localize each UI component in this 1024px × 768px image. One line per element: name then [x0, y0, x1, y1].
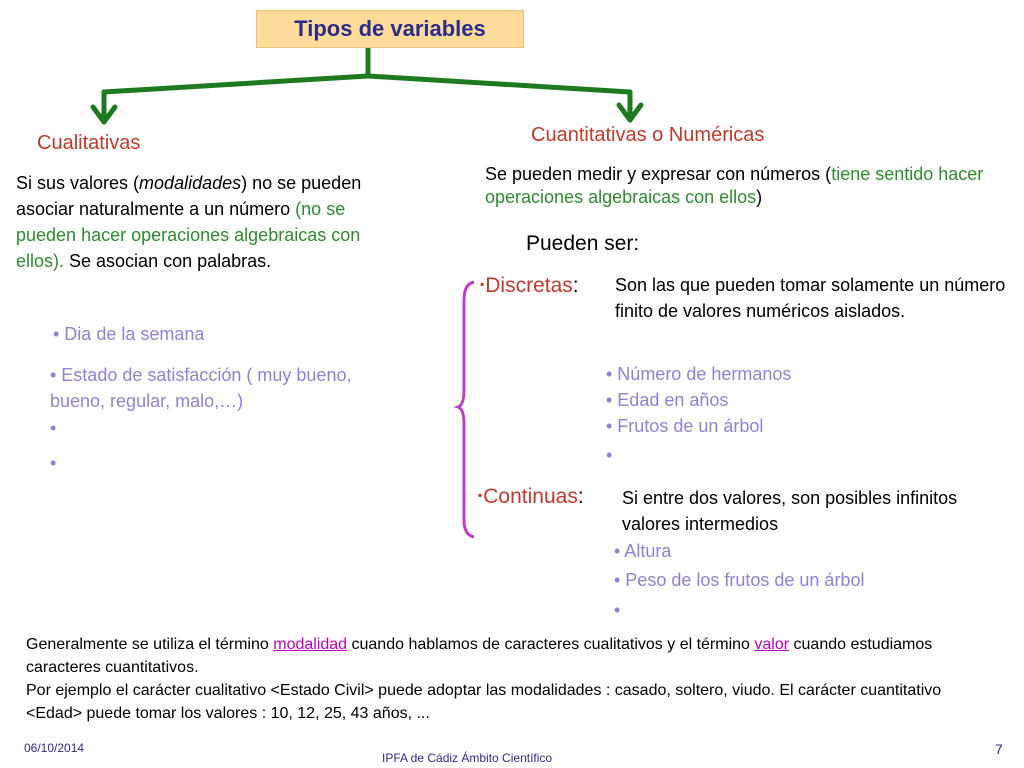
page-title: Tipos de variables — [256, 10, 524, 48]
discrete-example: • Edad en años — [606, 390, 729, 410]
discrete-label — [480, 274, 579, 298]
quantitative-heading: Cuantitativas o Numéricas — [531, 124, 765, 146]
quantitative-desc-green: tiene sentido hacer operaciones algebraicas con ellos — [485, 164, 984, 207]
note-text: cuando estudiamos caracteres cuantitativos. — [26, 636, 933, 676]
discrete-example: • — [606, 445, 613, 465]
quantitative-desc-pre: Se pueden medir y expresar con números ( — [485, 164, 832, 184]
note-paragraph-1 — [26, 633, 991, 679]
qualitative-desc-mid: ) no se pueden asociar naturalmente a un número — [16, 173, 362, 219]
explanatory-note — [26, 633, 991, 725]
continuous-colon: : — [577, 485, 584, 508]
note-text: cuando hablamos de caracteres cualitativos y el término — [347, 636, 755, 653]
qualitative-desc-pre: Si sus valores ( — [16, 173, 140, 193]
square-bullet-icon: ▪ — [478, 488, 483, 502]
discrete-colon: : — [572, 274, 579, 297]
qualitative-desc-post: Se asocian con palabras. — [64, 251, 272, 271]
square-bullet-icon: ▪ — [480, 277, 485, 291]
modalidad-link[interactable]: modalidad — [273, 636, 348, 653]
continuous-example: • — [614, 600, 621, 620]
valor-link[interactable]: valor — [754, 636, 790, 653]
qualitative-desc-italic: modalidades — [139, 173, 242, 193]
continuous-label-text: Continuas — [483, 485, 578, 508]
discrete-description: Son las que pueden tomar solamente un número finito de valores numéricos aislados. — [615, 275, 1006, 321]
arrow-branch-line — [104, 76, 368, 92]
continuous-label — [478, 485, 584, 509]
continuous-example: • Peso de los frutos de un árbol — [614, 570, 865, 590]
continuous-example: • Altura — [614, 541, 672, 561]
page-number: 7 — [995, 741, 1003, 757]
qualitative-description — [16, 170, 376, 274]
footer-date: 06/10/2014 — [24, 741, 85, 755]
qualitative-desc-green: (no se pueden hacer operaciones algebraicas con ellos). — [16, 199, 361, 271]
pueden-ser-label: Pueden ser: — [526, 232, 640, 255]
quantitative-description — [485, 163, 995, 209]
note-text: Generalmente se utiliza el término — [26, 636, 274, 653]
discrete-example: • Frutos de un árbol — [606, 416, 764, 436]
arrow-branch-line-right — [368, 76, 630, 92]
qualitative-heading: Cualitativas — [37, 132, 141, 154]
curly-brace — [458, 282, 474, 537]
quantitative-desc-post: ) — [756, 187, 763, 207]
qualitative-example: • — [50, 453, 57, 473]
qualitative-example: • Dia de la semana — [53, 324, 205, 344]
continuous-description: Si entre dos valores, son posibles infinitos valores intermedios — [622, 488, 958, 534]
qualitative-example: • Estado de satisfacción ( muy bueno, bueno, regular, malo,…) — [50, 365, 352, 411]
discrete-example: • Número de hermanos — [606, 364, 792, 384]
qualitative-example: • — [50, 418, 57, 438]
footer-center: IPFA de Cádiz Ámbito Científico — [382, 751, 553, 765]
discrete-label-text: Discretas — [485, 274, 573, 297]
note-paragraph-2: Por ejemplo el carácter cualitativo <Estado Civil> puede adoptar las modalidades : casado, soltero, viudo. El carácter cuantitativo <Edad> puede tomar los valores : 10, 12, 25, 43 años, ... — [26, 682, 942, 722]
